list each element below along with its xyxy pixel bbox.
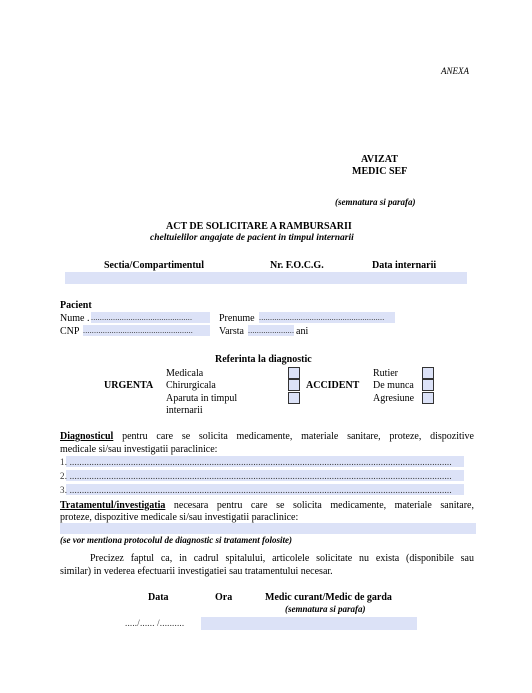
statement-line-2: similar) in vederea efectuarii investigatiei sau tratamentului necesar. [60, 566, 333, 577]
age-unit: ani [296, 326, 309, 337]
footer-date-label: Data [148, 592, 169, 603]
firstname-label: Prenume [219, 313, 255, 324]
treatment-rest: necesara pentru care se solicita medicamente, materiale sanitare, [165, 500, 474, 511]
name-label: Nume . [60, 313, 90, 324]
diagnosis-rest: pentru care se solicita medicamente, materiale sanitare, proteze, dispozitive [113, 431, 474, 442]
accident-work-checkbox[interactable] [422, 379, 434, 391]
treatment-paragraph-line-2: proteze, dispozitive medicale si/sau investigatii paraclinice: [60, 512, 299, 523]
urgency-option-medical: Medicala [166, 368, 204, 379]
treatment-field[interactable] [60, 523, 476, 534]
age-dots: ..................... [248, 326, 295, 335]
age-label: Varsta [219, 326, 244, 337]
urgency-surgical-checkbox[interactable] [288, 379, 300, 391]
approval-line-2: MEDIC SEF [352, 166, 408, 177]
urgency-option-during-cont: internarii [166, 405, 203, 416]
statement-text-1: Precizez faptul ca, in cadrul spitalului, articolele solicitate nu exista (disponibile sau [90, 553, 474, 564]
footer-doctor-label: Medic curant/Medic de garda [265, 592, 392, 603]
document-title: ACT DE SOLICITARE A RAMBURSARII [166, 221, 352, 232]
footer-date-dots: ...../...... /.......... [125, 618, 185, 628]
header-admission-date: Data internarii [372, 260, 437, 271]
accident-road-checkbox[interactable] [422, 367, 434, 379]
header-focg: Nr. F.O.C.G. [270, 260, 324, 271]
annex-label: ANEXA [441, 66, 469, 76]
urgency-option-during: Aparuta in timpul [166, 393, 238, 404]
accident-option-assault: Agresiune [373, 393, 415, 404]
diagnosis-paragraph-line-2: medicale si/sau investigatii paraclinice: [60, 444, 218, 455]
referral-heading: Referinta la diagnostic [215, 354, 312, 365]
diagnosis-item-3: 3. ............................................................................................................................................................ [60, 485, 452, 495]
patient-heading: Pacient [60, 300, 92, 311]
section-date-field[interactable] [65, 272, 467, 284]
footer-doctor-signature: (semnatura si parafa) [285, 604, 366, 614]
urgency-medical-checkbox[interactable] [288, 367, 300, 379]
diagnosis-item-1: 1. ............................................................................................................................................................ [60, 457, 452, 467]
urgency-option-surgical: Chirurgicala [166, 380, 216, 391]
accident-option-road: Rutier [373, 368, 398, 379]
footer-time-label: Ora [215, 592, 233, 603]
document-subtitle: cheltuielilor angajate de pacient in timpul internarii [150, 233, 354, 243]
name-dots: .............................................. [91, 313, 193, 322]
header-section: Sectia/Compartimentul [104, 260, 204, 271]
footer-doctor-field[interactable] [201, 617, 417, 630]
accident-option-work: De munca [373, 380, 414, 391]
firstname-dots: ......................................................... [259, 313, 385, 322]
urgency-during-checkbox[interactable] [288, 392, 300, 404]
urgency-label: URGENTA [104, 380, 154, 391]
cnp-label: CNP [60, 326, 80, 337]
treatment-paragraph-line-1 [60, 500, 474, 512]
diagnosis-paragraph-line-1 [60, 431, 474, 443]
approval-signature: (semnatura si parafa) [335, 197, 416, 207]
cnp-dots: .................................................. [83, 326, 193, 335]
statement-line-1 [90, 553, 474, 565]
diagnosis-item-2: 2. ............................................................................................................................................................ [60, 471, 452, 481]
accident-assault-checkbox[interactable] [422, 392, 434, 404]
treatment-word: Tratamentul/investigatia [60, 500, 166, 511]
approval-line-1: AVIZAT [361, 154, 398, 165]
treatment-note: (se vor mentiona protocolul de diagnostic si tratament folosite) [60, 535, 293, 545]
diagnosis-word: Diagnosticul [60, 431, 114, 442]
accident-label: ACCIDENT [306, 380, 360, 391]
